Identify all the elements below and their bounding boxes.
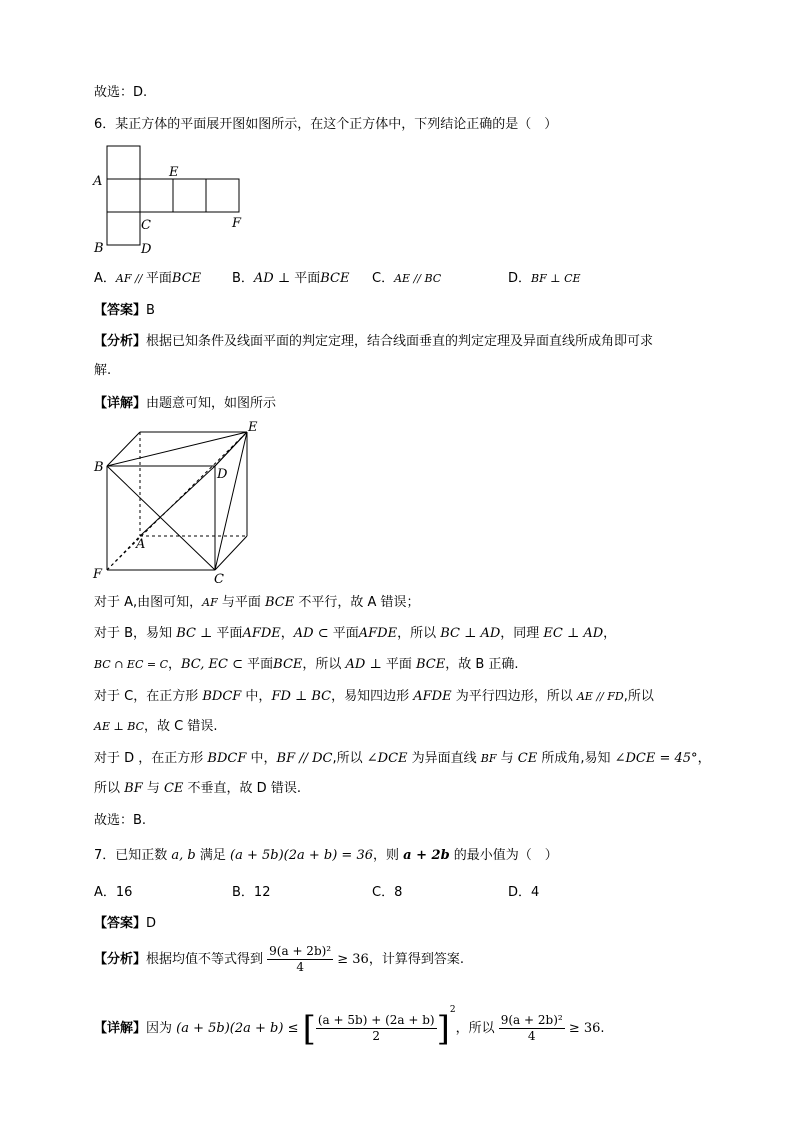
q6-analysis-cont: 解. <box>94 363 112 378</box>
hidden-segment-FE <box>107 432 247 570</box>
cube-label-B: B <box>94 460 104 475</box>
q6-detail-d1: 对于 D ，在正方形 BDCF 中，BF // DC,所以 ∠DCE 为异面直线 BF 与 CE 所成角,易知 ∠DCE = 45°， <box>94 751 711 766</box>
segment-CE <box>215 432 247 570</box>
q6-detail-c1: 对于 C，在正方形 BDCF 中，FD ⊥ BC，易知四边形 AFDE 为平行四边形，所以 AE // FD,所以 <box>94 689 654 704</box>
net-label-D: D <box>141 242 152 257</box>
cube-label-E: E <box>248 420 258 435</box>
cube-edge <box>215 536 247 570</box>
net-square-E2 <box>173 179 206 212</box>
q6-detail-a: 对于 A,由图可知，AF 与平面 BCE 不平行，故 A 错误； <box>94 595 420 610</box>
net-square-A <box>107 179 140 212</box>
cube-edge <box>107 432 140 466</box>
segment-DE <box>215 432 247 466</box>
net-square-E1 <box>140 179 173 212</box>
net-square-top <box>107 146 140 179</box>
fraction: $\frac{(a + 5b) + (2a + b)}{2}$ <box>317 1013 435 1043</box>
q6-final: 故选：B. <box>94 813 147 828</box>
fraction: $\frac{\text{9(a + 2b)²}}{4}$ <box>269 944 332 974</box>
q7-analysis: 【分析】根据均值不等式得到 $\frac{\text{9(a + 2b)²}}{4}$ ≥ 36，计算得到答案. <box>94 944 464 974</box>
net-label-B: B <box>94 241 104 256</box>
segment-BE <box>107 432 247 466</box>
q6-detail: 【详解】由题意可知，如图所示 <box>94 396 277 411</box>
q6-detail-d2: 所以 BF 与 CE 不垂直，故 D 错误. <box>94 781 301 796</box>
q6-option-c: C．AE // BC <box>372 271 442 286</box>
net-label-F: F <box>232 216 242 231</box>
q5-final <box>94 84 147 102</box>
fraction: $\frac{\text{9(a + 2b)²}}{4}$ <box>500 1013 563 1043</box>
cube-label-D: D <box>217 467 228 482</box>
q6-option-a: A．AF // 平面BCE <box>94 271 202 286</box>
q7-stem: 7．已知正数 a, b 满足 (a + 5b)(2a + b) = 36，则 a + 2b 的最小值为（ ） <box>94 848 558 863</box>
q6-answer: 【答案】B <box>94 303 155 318</box>
q6-stem: 6．某正方体的平面展开图如图所示，在这个正方体中，下列结论正确的是（ ） <box>94 117 558 132</box>
cube-figure <box>90 418 270 590</box>
q6-detail-c2: AE ⊥ BC，故 C 错误. <box>94 719 218 734</box>
q7-answer: 【答案】D <box>94 916 157 931</box>
net-square-F <box>206 179 239 212</box>
net-label-A: A <box>93 174 103 189</box>
cube-label-A: A <box>136 537 146 552</box>
q6-analysis: 【分析】根据已知条件及线面平面的判定定理，结合线面垂直的判定定理及异面直线所成角即可求 <box>94 334 654 349</box>
q7-option-d: D．4 <box>508 885 540 900</box>
cube-label-F: F <box>93 567 103 582</box>
net-square-C <box>107 212 140 245</box>
q6-option-d: D．BF ⊥ CE <box>508 271 581 286</box>
net-label-E: E <box>169 165 179 180</box>
q6-detail-b1: 对于 B，易知 BC ⊥ 平面AFDE，AD ⊂ 平面AFDE，所以 BC ⊥ AD，同理 EC ⊥ AD， <box>94 626 617 641</box>
q6-detail-b2: BC ∩ EC = C，BC, EC ⊂ 平面BCE，所以 AD ⊥ 平面 BCE，故 B 正确. <box>94 657 519 672</box>
cube-label-C: C <box>214 572 224 587</box>
cube-net-figure <box>90 140 260 260</box>
q5-final-text: 故选：D. <box>94 85 148 100</box>
q7-detail: 【详解】因为 (a + 5b)(2a + b) ≤ [ $\frac{(a + 5b) + (2a + b)}{2}$ ]$^2$，所以 $\frac{\text{9(a + 2b)²}}{4}$ ≥ 36. <box>94 1005 605 1049</box>
net-label-C: C <box>141 218 151 233</box>
q7-option-b: B．12 <box>232 885 271 900</box>
q7-option-a: A．16 <box>94 885 133 900</box>
q7-option-c: C．8 <box>372 885 403 900</box>
q6-option-b: B．AD ⊥ 平面BCE <box>232 271 350 286</box>
